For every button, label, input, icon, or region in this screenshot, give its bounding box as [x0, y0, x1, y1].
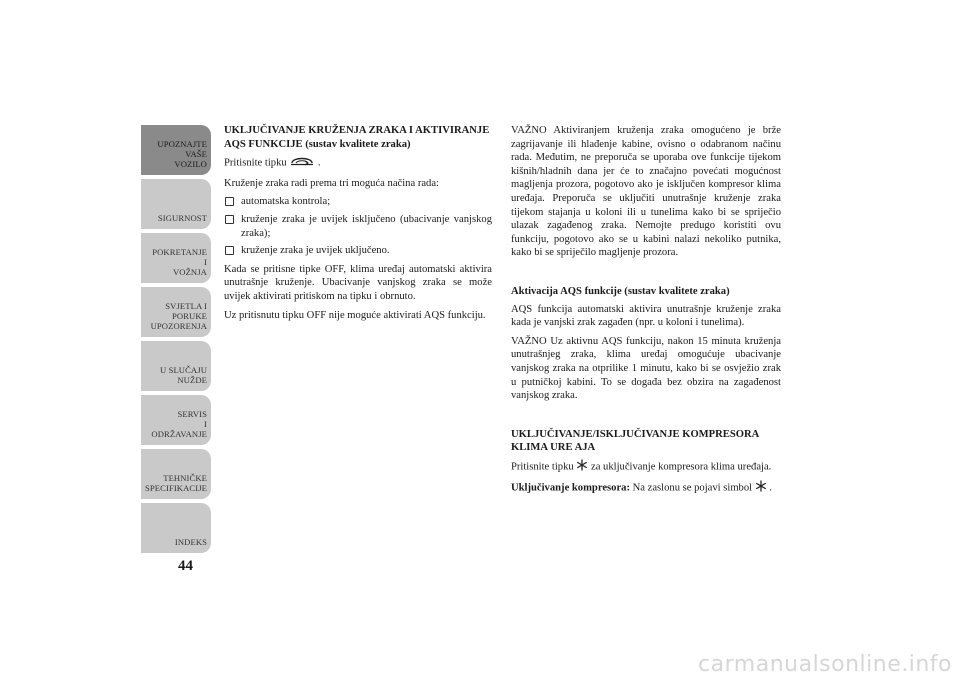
right-column: [511, 124, 781, 502]
important-note-2: VAŽNO Uz aktivnu AQS funkciju, nakon 15 minuta kruženja unutrašnjeg zraka, klima uređaj omogućuje ubacivanje vanjskog zraka na otprilike 1 minutu, kako bi se osvježio zrak u putničkoj kabini. To se događa bez obzira na zagađenost vanjskog zraka.: [511, 335, 781, 402]
recirculation-icon: [289, 155, 315, 172]
list-item: automatska kontrola;: [224, 195, 492, 209]
page-number: 44: [178, 558, 193, 574]
tab-pokretanje-i-voznja[interactable]: [141, 233, 211, 283]
tab-label: U SLUČAJU NUŽDE: [160, 365, 207, 385]
press-prefix: Pritisnite tipku: [511, 461, 574, 473]
press-suffix: za uključivanje kompresora klima uređaja.: [591, 461, 772, 473]
tab-label: INDEKS: [174, 537, 207, 547]
compressor-on-description: Na zaslonu se pojavi simbol: [632, 483, 753, 495]
aqs-off-paragraph: Uz pritisnutu tipku OFF nije moguće aktivirati AQS funkciju.: [224, 309, 486, 321]
tab-svjetla-i-poruke[interactable]: [141, 287, 211, 337]
press-recirculation-text: [224, 155, 492, 172]
press-prefix: Pritisnite tipku: [224, 157, 287, 169]
compressor-on-text: [511, 480, 781, 497]
important-note-1: VAŽNO Aktiviranjem kruženja zraka omogućeno je brže zagrijavanje ili hlađenje kabine, ovisno o odabranom načinu rada. Međutim, ne preporuča se uporaba ove funkcije tijekom kišnih/hladnih dana jer će to značajno povećati mogućnost magljenja prozora, pogotovo ako je isključen kompresor klima uređaja. Preporuča se uključiti unutrašnje kruženje zraka tijekom stajanja u koloni ili u tunelima kako bi se spriječio ulazak zagađenog zraka. Nemojte predugo koristiti ovu funkciju, pogotovo ako se u kabini nalazi nekoliko putnika, kako bi se spriječilo magljenje prozora.: [511, 125, 781, 259]
chapter-tabs: [141, 125, 211, 557]
tab-label: SERVIS I ODRŽAVANJE: [151, 409, 207, 439]
list-item: kruženje zraka je uvijek isključeno (ubacivanje vanjskog zraka);: [224, 213, 492, 240]
tab-label: UPOZNAJTE VAŠE VOZILO: [157, 139, 207, 169]
recirculation-heading: UKLJUČIVANJE KRUŽENJA ZRAKA I AKTIVIRANJE AQS FUNKCIJE (sustav kvalitete zraka): [224, 125, 490, 150]
left-column: [224, 124, 492, 327]
tab-label: SIGURNOST: [157, 213, 207, 223]
aqs-text: AQS funkcija automatski aktivira unutrašnje kruženje zraka kada je vanjski zrak zagađen (npr. u koloni i tunelima).: [511, 303, 781, 329]
tab-tehnicke-specifikacije[interactable]: [141, 449, 211, 499]
aqs-heading: Aktivacija AQS funkcije (sustav kvalitete zraka): [511, 285, 730, 297]
modes-list: [224, 195, 492, 257]
snowflake-icon: [755, 480, 767, 497]
press-suffix: .: [318, 157, 321, 169]
tab-label: TEHNIČKE SPECIFIKACIJE: [145, 473, 207, 493]
modes-intro: Kruženje zraka radi prema tri moguća načina rada:: [224, 177, 439, 189]
compressor-press-text: [511, 459, 781, 476]
snowflake-icon: [576, 459, 588, 476]
watermark: carmanualsonline.info: [698, 652, 952, 677]
list-item: kruženje zraka je uvijek uključeno.: [224, 244, 492, 258]
tab-sigurnost[interactable]: [141, 179, 211, 229]
tab-label: SVJETLA I PORUKE UPOZORENJA: [150, 301, 207, 331]
compressor-heading: UKLJUČIVANJE/ISKLJUČIVANJE KOMPRESORA KLIMA URE AJA: [511, 428, 759, 454]
tab-servis-i-odrzavanje[interactable]: [141, 395, 211, 445]
tab-label: POKRETANJE I VOŽNJA: [152, 247, 207, 277]
compressor-on-label: Uključivanje kompresora:: [511, 483, 630, 495]
compressor-on-suffix: .: [769, 483, 773, 495]
tab-u-slucaju-nuzde[interactable]: [141, 341, 211, 391]
tab-upoznajte-vase-vozilo[interactable]: [141, 125, 211, 175]
off-paragraph: Kada se pritisne tipke OFF, klima uređaj automatski aktivira unutrašnje kruženje. Ubacivanje vanjskog zraka se može uvijek aktivirati pritiskom na tipku i obrnuto.: [224, 263, 492, 302]
tab-indeks[interactable]: [141, 503, 211, 553]
